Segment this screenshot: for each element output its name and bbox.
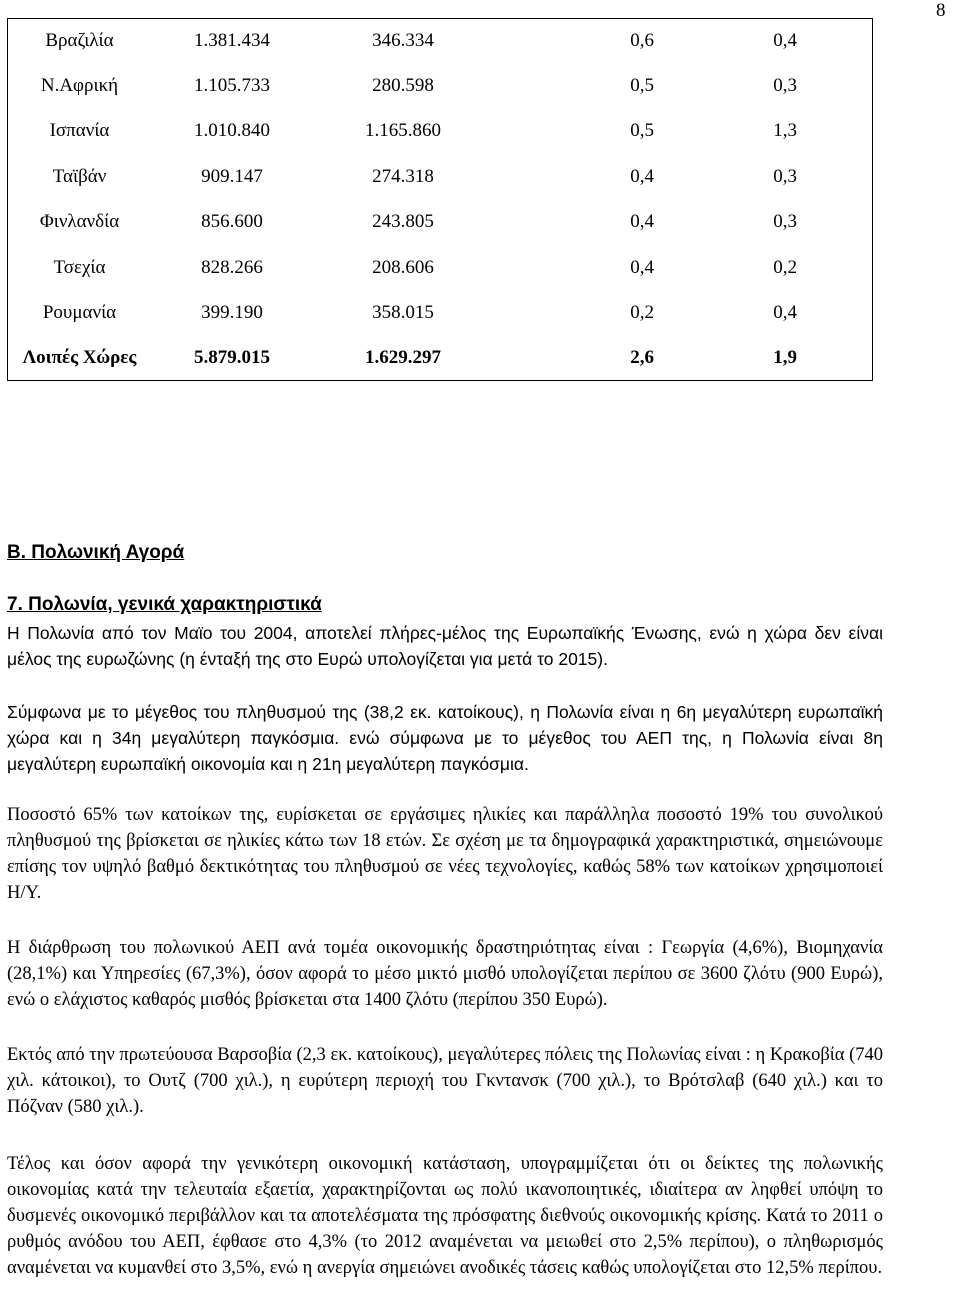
table-cell-value: 1.105.733: [194, 75, 270, 97]
table-cell-value: 0,4: [773, 29, 797, 51]
table-cell-value: 909.147: [201, 165, 263, 187]
table-cell-value: 1.381.434: [194, 29, 270, 51]
table-cell-value: 0,2: [773, 256, 797, 278]
subsection-title: 7. Πολωνία, γενικά χαρακτηριστικά: [7, 594, 322, 615]
table-cell-value: 399.190: [201, 301, 263, 323]
table-row: [7, 200, 873, 245]
table-cell-value: 1,3: [773, 120, 797, 142]
table-cell-value: 856.600: [201, 211, 263, 233]
table-cell-country: Λοιπές Χώρες: [22, 347, 137, 369]
table-cell-value: 1.165.860: [365, 120, 441, 142]
table-cell-country: Τσεχία: [53, 256, 106, 278]
table-cell-value: 828.266: [201, 256, 263, 278]
table-row: [7, 154, 873, 199]
table-cell-value: 208.606: [372, 256, 434, 278]
table-cell-country: Ν.Αφρική: [40, 75, 119, 97]
paragraph-demographics: Ποσοστό 65% των κατοίκων της, ευρίσκεται σε εργάσιμες ηλικίες και παράλληλα ποσοστό 19% του συνολικού πληθυσμού της βρίσκεται σε ηλικίες κάτω των 18 ετών. Σε σχέση με τα δημογραφικά χαρακτηριστικά, σημειώνουμε επίσης τον υψηλό βαθμό δεκτικότητας του πληθυσμού σε νέες τεχνολογίες, καθώς 58% των κατοίκων χρησιμοποιεί Η/Υ.: [7, 805, 883, 903]
table-row: [7, 109, 873, 154]
table-cell-country: Ρουμανία: [42, 301, 117, 323]
table-row-total: [7, 336, 873, 381]
table-cell-country: Φινλανδία: [39, 211, 120, 233]
page-number: 8: [936, 0, 946, 21]
table-cell-value: 0,6: [630, 29, 654, 51]
table-cell-country: Ταϊβάν: [52, 165, 107, 187]
paragraph-population: Σύμφωνα με το μέγεθος του πληθυσμού της (38,2 εκ. κατοίκους), η Πολωνία είναι η 6η μεγαλύτερη ευρωπαϊκή χώρα και η 34η μεγαλύτερη παγκόσμια. ενώ σύμφωνα με το μέγεθος του ΑΕΠ της, η Πολωνία είναι 8η μεγαλύτερη ευρωπαϊκή οικονομία και η 21η μεγαλύτερη παγκόσμια.: [7, 702, 883, 774]
table-cell-country: Βραζιλία: [45, 29, 114, 51]
table-cell-value: 2,6: [630, 347, 654, 369]
table-cell-value: 5.879.015: [194, 347, 270, 369]
table-cell-value: 1,9: [773, 347, 797, 369]
table-cell-value: 0,5: [630, 120, 654, 142]
country-data-table: [7, 18, 873, 381]
table-row: [7, 63, 873, 108]
table-cell-value: 0,3: [773, 165, 797, 187]
table-cell-country: Ισπανία: [49, 120, 110, 142]
table-row: [7, 245, 873, 290]
table-cell-value: 274.318: [372, 165, 434, 187]
table-cell-value: 0,4: [630, 256, 654, 278]
paragraph-cities: Εκτός από την πρωτεύουσα Βαρσοβία (2,3 εκ. κατοίκους), μεγαλύτερες πόλεις της Πολωνίας είναι : η Κρακοβία (740 χιλ. κάτοικοι), το Ουτζ (700 χιλ.), η ευρύτερη περιοχή του Γκντανσκ (700 χιλ.), το Βρότσλαβ (640 χιλ.) και το Πόζναν (580 χιλ.).: [7, 1045, 883, 1117]
table-cell-value: 0,3: [773, 75, 797, 97]
table-cell-value: 0,4: [630, 211, 654, 233]
paragraph-gdp-structure: Η διάρθρωση του πολωνικού ΑΕΠ ανά τομέα οικονομικής δραστηριότητας είναι : Γεωργία (4,6%), Βιομηχανία (28,1%) και Υπηρεσίες (67,3%), όσον αφορά το μέσο μικτό μισθό υπολογίζεται περίπου σε 3600 ζλότυ (900 Ευρώ), ενώ ο ελάχιστος καθαρός μισθός βρίσκεται στα 1400 ζλότυ (περίπου 350 Ευρώ).: [7, 938, 883, 1010]
table-cell-value: 280.598: [372, 75, 434, 97]
table-cell-value: 346.334: [372, 29, 434, 51]
paragraph-membership: Η Πολωνία από τον Μαϊο του 2004, αποτελεί πλήρες-μέλος της Ευρωπαϊκής Ένωσης, ενώ η χώρα δεν είναι μέλος της ευρωζώνης (η ένταξή της στο Ευρώ υπολογίζεται για μετά το 2015).: [7, 623, 883, 669]
table-cell-value: 0,4: [773, 301, 797, 323]
table-cell-value: 1.010.840: [194, 120, 270, 142]
table-row: [7, 18, 873, 63]
table-cell-value: 0,3: [773, 211, 797, 233]
table-cell-value: 0,2: [630, 301, 654, 323]
table-row: [7, 290, 873, 335]
table-cell-value: 243.805: [372, 211, 434, 233]
section-title: Β. Πολωνική Αγορά: [7, 542, 185, 563]
table-cell-value: 0,5: [630, 75, 654, 97]
table-cell-value: 0,4: [630, 165, 654, 187]
table-cell-value: 1.629.297: [365, 347, 441, 369]
table-cell-value: 358.015: [372, 301, 434, 323]
paragraph-economy: Τέλος και όσον αφορά την γενικότερη οικονομική κατάσταση, υπογραμμίζεται ότι οι δείκτες της πολωνικής οικονομίας κατά την τελευταία εξαετία, χαρακτηρίζονται ως πολύ ικανοποιητικές, ιδιαίτερα αν ληφθεί υπόψη το δυσμενές οικονομικό περιβάλλον και τα αποτελέσματα της πρόσφατης διεθνούς οικονομικής κρίσης. Κατά το 2011 ο ρυθμός ανόδου του ΑΕΠ, έφθασε στο 4,3% (το 2012 αναμένεται να μειωθεί στο 2,5% περίπου), ο πληθωρισμός αναμένεται να κυμανθεί στο 3,5%, ενώ η ανεργία σημειώνει ανοδικές τάσεις καθώς υπολογίζεται στο 12,5% περίπου.: [7, 1154, 883, 1278]
